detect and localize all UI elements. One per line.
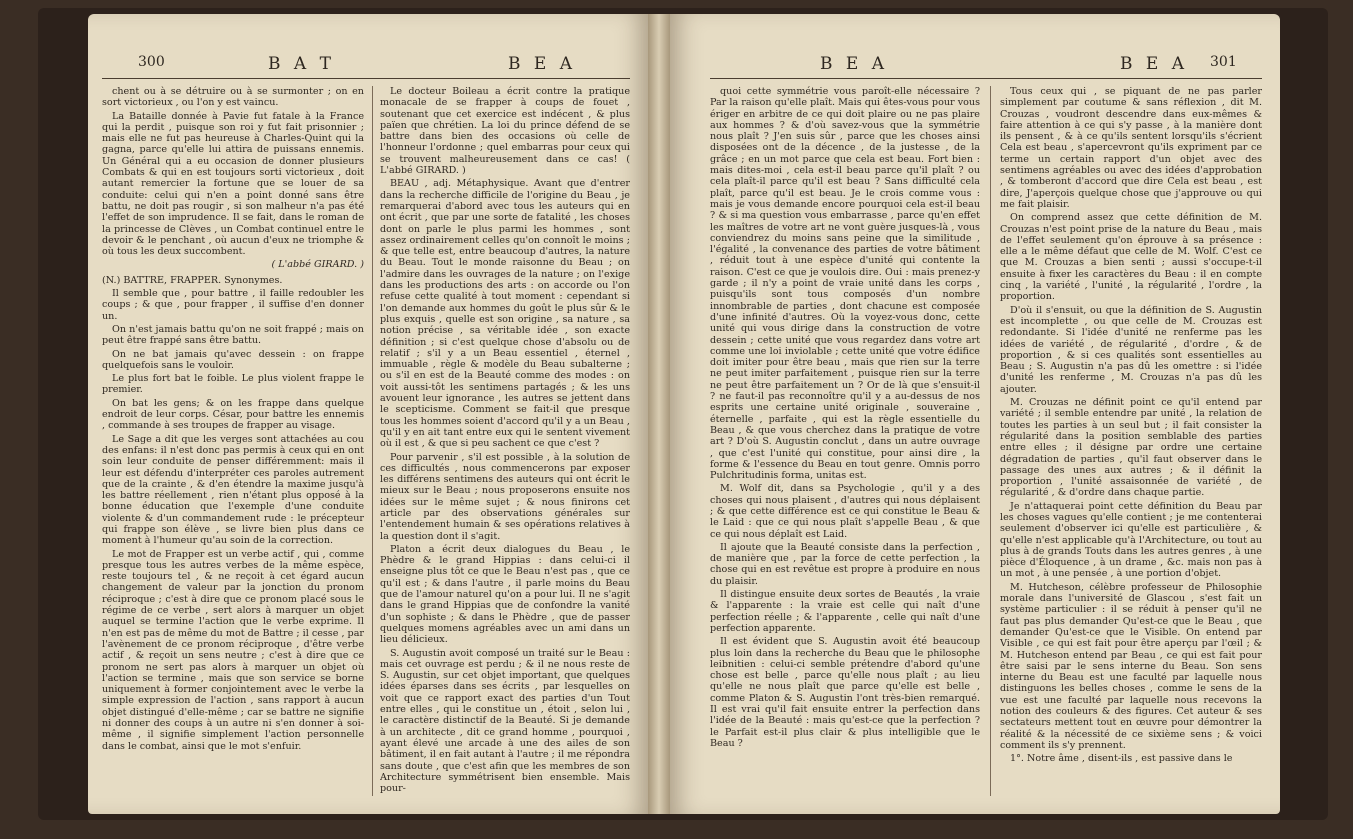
paragraph: Je n'attaquerai point cette définition du Beau par les choses vagues qu'elle contient ; je me contenterai seulement d'observer ici qu'elle est particulière , & qu'elle n'est applicable qu'à l'Architecture, ou tout au plus à de grands Touts dans les autres genres , à une pièce d'Éloquence , à un drame , &c. mais non pas à un mot , à une pensée , à une portion d'objet. <box>1000 500 1262 580</box>
paragraph: Le docteur Boileau a écrit contre la pratique monacale de se frapper à coups de fouet , soutenant que cet exercice est indécent , & plus païen que chrétien. La loi du prince défend de se battre dans bien des occasions où celle de l'honneur l'ordonne ; quel embarras pour ceux qui se trouvent malheureusement dans ce cas! ( L'abbé GIRARD. ) <box>380 86 630 177</box>
running-head-right: B E A <box>820 54 888 74</box>
paragraph: M. Wolf dit, dans sa Psychologie , qu'il y a des choses qui nous plaisent , d'autres qui nous déplaisent ; & que cette différence est ce qui constitue le Beau & le Laid : que ce qui nous plaît s'appelle Beau , & que ce qui nous déplaît est Laid. <box>710 483 980 540</box>
right-column-1 <box>710 86 980 806</box>
column-separator <box>990 86 991 796</box>
paragraph: Il semble que , pour battre , il faille redoubler les coups ; & que , pour frapper , il suffise d'en donner un. <box>102 288 364 322</box>
article-heading: (N.) BATTRE, FRAPPER. Synonymes. <box>102 274 283 286</box>
paragraph: La Bataille donnée à Pavie fut fatale à la France qui la perdit , puisque son roi y fut fait prisonnier ; mais elle ne fut pas heureuse à Charles-Quint qui la gagna, parce qu'elle lui attira de puissans ennemis. Un Général qui a eu occasion de donner plusieurs Combats & qui en est toujours sorti victorieux , doit autant remercier la fortune que se louer de sa conduite: celui qui n'en a point donné sans être battu, ne doit pas rougir , si son malheur n'a pas été l'effet de son imprudence. Il se fait, dans le roman de la princesse de Clèves , un Combat continuel entre le devoir & le penchant , où aucun d'eux ne triomphe & où tous les deux succombent. <box>102 110 364 258</box>
paragraph: On ne bat jamais qu'avec dessein : on frappe quelquefois sans le vouloir. <box>102 348 364 371</box>
paragraph: BEAU , adj. Métaphysique. Avant que d'entrer dans la recherche difficile de l'origine du Beau , je remarquerai d'abord avec tous les auteurs qui en ont écrit , que par une sorte de fatalité , les choses dont on parle le plus parmi les hommes , sont assez ordinairement celles qu'on connoît le moins ; & que telle est, entre beaucoup d'autres, la nature du Beau. Tout le monde raisonne du Beau ; on l'admire dans les ouvrages de la nature ; on l'exige dans les productions des arts : on accorde ou l'on refuse cette qualité à tout moment : cependant si l'on demande aux hommes du goût le plus sûr & le plus exquis , quelle est son origine , sa nature , sa notion précise , sa véritable idée , son exacte définition ; si c'est quelque chose d'absolu ou de relatif ; s'il y a un Beau essentiel , éternel , immuable , règle & modèle du Beau subalterne ; ou s'il en est de la Beauté comme des modes : on voit aussi-tôt les sentimens partagés ; & les uns avouent leur ignorance , les autres se jettent dans le scepticisme. Comment se fait-il que presque tous les hommes soient d'accord qu'il y a un Beau , qu'il y en ait tant entre eux qui le sentent vivement où il est , & que si peu sachent ce que c'est ? <box>380 178 630 450</box>
paragraph: chent ou à se détruire ou à se surmonter ; on en sort victorieux , ou l'on y est vaincu. <box>102 86 364 109</box>
right-column-2 <box>1000 86 1262 806</box>
running-head-left: B A T <box>268 54 335 74</box>
paragraph: Il ajoute que la Beauté consiste dans la perfection , de manière que , par la force de cette perfection , la chose qui en est revêtue est propre à produire en nous du plaisir. <box>710 541 980 587</box>
column-separator <box>372 86 373 796</box>
paragraph: On bat les gens; & on les frappe dans quelque endroit de leur corps. César, pour battre les ennemis , commande à ses troupes de frapper au visage. <box>102 397 364 432</box>
paragraph: quoi cette symmétrie vous paroît-elle nécessaire ? Par la raison qu'elle plaît. Mais qui êtes-vous pour vous ériger en arbitre de ce qui doit plaire ou ne pas plaire aux hommes ? & d'où savez-vous que la symmétrie nous plaît ? J'en suis sûr , parce que les choses ainsi disposées ont de la décence , de la justesse , de la grâce ; en un mot parce que cela est beau. Fort bien : mais dites-moi , cela est-il beau parce qu'il plaît ? ou cela plaît-il parce qu'il est beau ? Sans difficulté cela plaît, parce qu'il est beau. Je le crois comme vous : mais je vous demande encore pourquoi cela est-il beau ? & si ma question vous embarrasse , parce qu'en effet les maîtres de votre art ne vont guère jusques-là , vous conviendrez du moins sans peine que la similitude , l'égalité , la convenance des parties de votre bâtiment , réduit tout à une espèce d'unité qui contente la raison. C'est ce que je voulois dire. Oui : mais prenez-y garde ; il n'y a point de vraie unité dans les corps , puisqu'ils sont tous composés d'un nombre innombrable de parties , dont chacune est composée d'une infinité d'autres. Où la voyez-vous donc, cette unité qui vous dirige dans la construction de votre dessein ; cette unité que vous regardez dans votre art comme une loi inviolable ; cette unité que votre édifice doit imiter pour être beau , mais que rien sur la terre ne peut imiter parfaitement , puisque rien sur la terre ne peut être parfaitement un ? Or de là que s'ensuit-il ? ne faut-il pas reconnoître qu'il y a au-dessus de nos esprits une certaine unité originale , souveraine , éternelle , parfaite , qui est la règle essentielle du Beau , & que vous cherchez dans la pratique de votre art ? D'où S. Augustin conclut , dans un autre ouvrage , que c'est l'unité qui constitue, pour ainsi dire , la forme & l'essence du Beau en tout genre. Omnis porro Pulchritudinis forma, unitas est. <box>710 86 980 482</box>
paragraph: Tous ceux qui , se piquant de ne pas parler simplement par coutume & sans réflexion , dit M. Crouzas , voudront descendre dans eux-mêmes & faire attention à ce qui s'y passe , à la manière dont ils pensent , & à ce qu'ils sentent lorsqu'ils s'écrient Cela est beau , s'apercevront qu'ils expriment par ce terme un certain rapport d'un objet avec des sentimens agréables ou avec des idées d'approbation , & tomberont d'accord que dire Cela est beau , est dire, J'aperçois quelque chose que j'approuve ou qui me fait plaisir. <box>1000 86 1262 210</box>
left-column-1 <box>102 86 364 806</box>
paragraph: Le Sage a dit que les verges sont attachées au cou des enfans: il n'est donc pas permis à ceux qui en ont soin leur conduite de penser différemment: mais il leur est défendu d'interpréter ces paroles autrement que de la crainte , & d'en étendre la maxime jusqu'à les battre réellement , rien n'étant plus opposé à la bonne éducation que l'exemple d'une conduite violente & d'un commandement rude : le précepteur qui frappe son élève , se livre bien plus dans ce moment à l'humeur qu'au soin de la correction. <box>102 433 364 547</box>
header-rule <box>102 78 630 79</box>
paragraph: M. Crouzas ne définit point ce qu'il entend par variété ; il semble entendre par unité , la relation de toutes les parties à un seul but ; il fait consister la régularité dans la position semblable des parties entre elles ; il désigne par ordre une certaine dégradation de parties , qu'il faut observer dans le passage des unes aux autres ; & il définit la proportion , l'unité assaisonnée de variété , de régularité , & d'ordre dans chaque partie. <box>1000 397 1262 499</box>
paragraph: Il distingue ensuite deux sortes de Beautés , la vraie & l'apparente : la vraie est celle qui naît d'une perfection réelle ; & l'apparente , celle qui naît d'une perfection apparente. <box>710 589 980 634</box>
running-head-right-2: B E A <box>1120 54 1188 74</box>
running-head-left-2: B E A <box>508 54 576 74</box>
paragraph: Platon a écrit deux dialogues du Beau , le Phèdre & le grand Hippias : dans celui-ci il enseigne plus tôt ce que le Beau n'est pas , que ce qu'il est ; & dans l'autre , il parle moins du Beau que de l'amour naturel qu'on a pour lui. Il ne s'agit dans le grand Hippias que de confondre la vanité d'un sophiste ; & dans le Phèdre , que de passer quelques momens agréables avec un ami dans un lieu délicieux. <box>380 543 630 646</box>
paragraph: Pour parvenir , s'il est possible , à la solution de ces difficultés , nous commencerons par exposer les différens sentimens des auteurs qui ont écrit le mieux sur le Beau ; nous proposerons ensuite nos idées sur le même sujet ; & nous finirons cet article par des observations générales sur l'entendement humain & ses opérations relatives à la question dont il s'agit. <box>380 451 630 542</box>
paragraph: On n'est jamais battu qu'on ne soit frappé ; mais on peut être frappé sans être battu. <box>102 323 364 347</box>
paragraph: M. Hutcheson, célèbre professeur de Philosophie morale dans l'université de Glascou , s'est fait un système particulier : il se réduit à penser qu'il ne faut pas plus demander Qu'est-ce que le Beau , que demander Qu'est-ce que le Visible. On entend par Visible , ce qui est fait pour être aperçu par l'œil ; & M. Hutcheson entend par Beau , ce qui est fait pour être saisi par le sens interne du Beau. Son sens interne du Beau est une faculté par laquelle nous distinguons les belles choses , comme le sens de la vue est une faculté par laquelle nous recevons la notion des couleurs & des figures. Cet auteur & ses sectateurs mettent tout en œuvre pour démontrer la réalité & la nécessité de ce sixième sens ; & voici comment ils s'y prennent. <box>1000 581 1262 751</box>
paragraph: Le mot de Frapper est un verbe actif , qui , comme presque tous les autres verbes de la même espèce, reste toujours tel , & ne reçoit à cet égard aucun changement de valeur par la jonction du pronom réciproque ; c'est à dire que ce pronom placé sous le régime de ce verbe , sert alors à marquer un objet auquel se termine l'action que le verbe exprime. Il n'en est pas de même du mot de Battre ; il cesse , par l'avènement de ce pronom réciproque , d'être verbe actif , & reçoit un sens neutre ; c'est à dire que ce pronom ne sert pas alors à marquer un objet où l'action se termine , mais que son service se borne uniquement à former conjointement avec le verbe la simple expression de l'action , sans rapport à aucun objet distingué d'elle-même ; car se battre ne signifie ni donner des coups à un autre ni s'en donner à soi-même , il signifie simplement l'action personnelle dans le combat, ainsi que le mot s'enfuir. <box>102 548 364 752</box>
left-column-2 <box>380 86 630 806</box>
page-number-left: 300 <box>138 54 165 70</box>
paragraph: D'où il s'ensuit, ou que la définition de S. Augustin est incomplette , ou que celle de M. Crouzas est redondante. Si l'idée d'unité ne renferme pas les idées de variété , de régularité , d'ordre , & de proportion , & si ces qualités sont essentielles au Beau ; S. Augustin n'a pas dû les omettre : si l'idée d'unité les renferme , M. Crouzas n'a pas dû les ajouter. <box>1000 304 1262 395</box>
paragraph: 1°. Notre âme , disent-ils , est passive dans le <box>1010 753 1233 765</box>
paragraph: Le plus fort bat le foible. Le plus violent frappe le premier. <box>102 373 364 396</box>
paragraph: S. Augustin avoit composé un traité sur le Beau : mais cet ouvrage est perdu ; & il ne nous reste de S. Augustin, sur cet objet important, que quelques idées éparses dans ses écrits , par lesquelles on voit que ce rapport exact des parties d'un Tout entre elles , qui le constitue un , étoit , selon lui , le caractère distinctif de la Beauté. Si je demande à un architecte , dit ce grand homme , pourquoi , ayant élevé une arcade à une des ailes de son bâtiment, il en fait autant à l'autre ; il me répondra sans doute , que c'est afin que les membres de son Architecture symmétrisent bien ensemble. Mais pour- <box>380 647 630 795</box>
book-spine <box>648 14 670 814</box>
right-page <box>670 14 1280 814</box>
page-number-right: 301 <box>1210 54 1237 70</box>
paragraph: On comprend assez que cette définition de M. Crouzas n'est point prise de la nature du Beau , mais de l'effet seulement qu'on éprouve à sa présence : elle a le même défaut que celle de M. Wolf. C'est ce que M. Crouzas a bien senti ; aussi s'occupe-t-il ensuite à fixer les caractères du Beau : il en compte cinq , la variété , l'unité , la régularité , l'ordre , la proportion. <box>1000 212 1262 303</box>
paragraph: Il est évident que S. Augustin avoit été beaucoup plus loin dans la recherche du Beau que le philosophe leibnitien : celui-ci semble prétendre d'abord qu'une chose est belle , parce qu'elle nous plaît ; au lieu qu'elle ne nous plaît que parce qu'elle est belle , comme Platon & S. Augustin l'ont très-bien remarqué. Il est vrai qu'il fait ensuite entrer la perfection dans l'idée de la Beauté : mais qu'est-ce que la perfection ? le Parfait est-il plus clair & plus intelligible que le Beau ? <box>710 636 980 749</box>
signature: ( L'abbé GIRARD. ) <box>271 259 364 271</box>
header-rule <box>710 78 1262 79</box>
left-page <box>88 14 648 814</box>
